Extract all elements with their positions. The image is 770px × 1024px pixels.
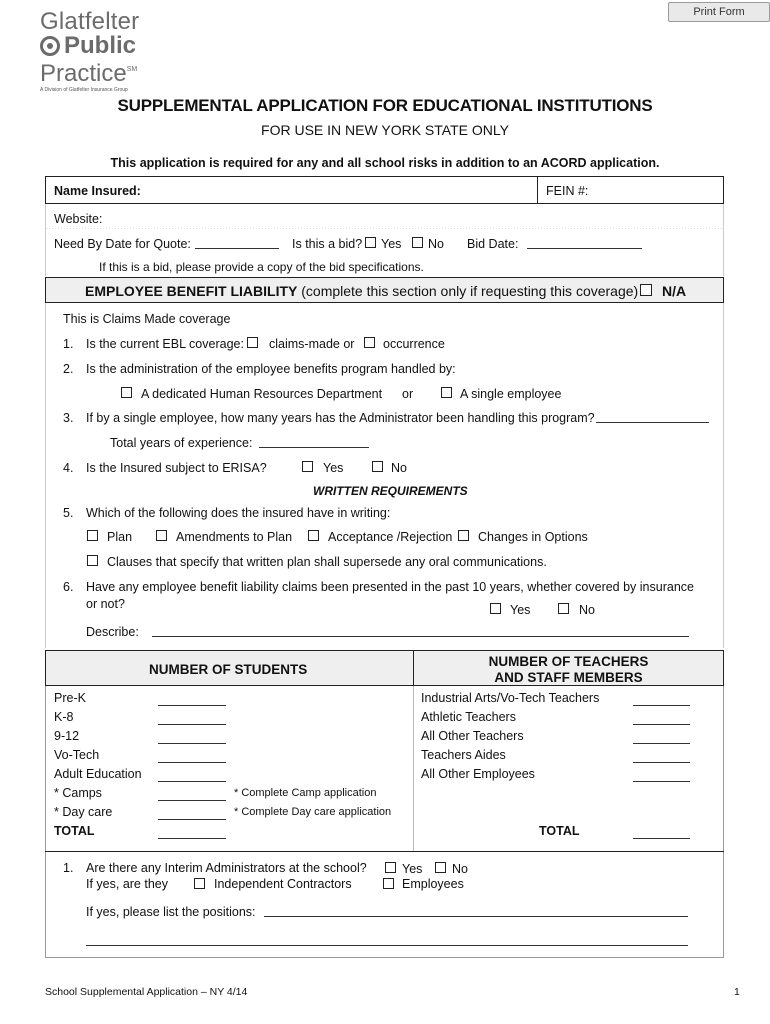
logo-sm: SM — [126, 66, 138, 73]
name-insured-label: Name Insured: — [54, 184, 141, 198]
counts-frame-left — [45, 686, 46, 852]
students-row-adult-ed: Adult Education — [54, 767, 142, 781]
students-row-daycare: * Day care — [54, 805, 113, 819]
ebl-frame-left — [45, 303, 46, 648]
q2-number: 2. — [63, 362, 74, 376]
teachers-other-employees-input[interactable] — [633, 769, 690, 782]
interim-q-text: Are there any Interim Administrators at the school? — [86, 861, 367, 875]
plan-checkbox[interactable] — [87, 530, 98, 541]
q6-text-line1: Have any employee benefit liability claims been presented in the past 10 years, whether covered by insurance — [86, 580, 694, 594]
q1-text: Is the current EBL coverage: — [86, 337, 244, 351]
students-row-camps: * Camps — [54, 786, 102, 800]
counts-bottom-border — [45, 851, 724, 852]
written-requirements-heading: WRITTEN REQUIREMENTS — [313, 484, 468, 498]
claims-made-label: claims-made or — [269, 337, 355, 351]
footer-form-id: School Supplemental Application – NY 4/14 — [45, 986, 248, 998]
describe-label: Describe: — [86, 625, 139, 639]
q3-total-input[interactable] — [259, 435, 369, 448]
hr-dept-label: A dedicated Human Resources Department — [141, 387, 383, 401]
ebl-frame-right — [723, 303, 724, 648]
independent-contractors-checkbox[interactable] — [194, 878, 205, 889]
need-by-input[interactable] — [195, 236, 279, 249]
positions-label: If yes, please list the positions: — [86, 905, 256, 919]
teachers-row-industrial: Industrial Arts/Vo-Tech Teachers — [421, 691, 600, 705]
website-input[interactable] — [108, 208, 718, 226]
q6-text-line2: or not? — [86, 597, 125, 611]
clauses-checkbox[interactable] — [87, 555, 98, 566]
students-prek-input[interactable] — [158, 693, 226, 706]
page-title: SUPPLEMENTAL APPLICATION FOR EDUCATIONAL INSTITUTIONS — [117, 96, 653, 115]
teachers-header-line1: NUMBER OF TEACHERS — [488, 654, 649, 669]
logo-line1: Glatfelter — [40, 8, 140, 35]
students-k8-input[interactable] — [158, 712, 226, 725]
students-adult-ed-input[interactable] — [158, 769, 226, 782]
interim-frame-left — [45, 852, 46, 958]
occurrence-label: occurrence — [383, 337, 445, 351]
camp-note: * Complete Camp application — [234, 787, 377, 799]
ebl-na-label: N/A — [662, 283, 687, 299]
students-header: NUMBER OF STUDENTS — [149, 662, 308, 677]
bid-date-input[interactable] — [527, 236, 642, 249]
employees-checkbox[interactable] — [383, 878, 394, 889]
q3-years-input[interactable] — [596, 410, 709, 423]
describe-input[interactable] — [152, 624, 689, 637]
teachers-header — [414, 654, 723, 686]
fein-input[interactable] — [592, 180, 720, 200]
interim-no-checkbox[interactable] — [435, 862, 446, 873]
single-employee-checkbox[interactable] — [441, 387, 452, 398]
logo-line3: Practice — [40, 60, 127, 87]
interim-no-label: No — [452, 862, 468, 876]
print-form-button[interactable]: Print Form — [668, 2, 770, 22]
interim-yes-label: Yes — [402, 862, 423, 876]
positions-input-line2[interactable] — [86, 933, 688, 946]
hr-dept-checkbox[interactable] — [121, 387, 132, 398]
ebl-header-note: (complete this section only if requesting this coverage) — [301, 283, 639, 299]
bid-no-checkbox[interactable] — [412, 237, 423, 248]
daycare-note: * Complete Day care application — [234, 806, 392, 818]
counts-divider — [413, 686, 414, 852]
interim-if-yes-label: If yes, are they — [86, 877, 168, 891]
students-row-prek: Pre-K — [54, 691, 86, 705]
frame-right — [723, 204, 724, 276]
bid-yes-checkbox[interactable] — [365, 237, 376, 248]
teachers-row-aides: Teachers Aides — [421, 748, 506, 762]
claims-made-checkbox[interactable] — [247, 337, 258, 348]
q6-no-checkbox[interactable] — [558, 603, 569, 614]
students-total-input[interactable] — [158, 826, 226, 839]
teachers-row-other-teachers: All Other Teachers — [421, 729, 524, 743]
clauses-label: Clauses that specify that written plan shall supersede any oral communications. — [107, 555, 547, 569]
employees-label: Employees — [402, 877, 464, 891]
frame-left — [45, 204, 46, 276]
teachers-total-label: TOTAL — [539, 824, 580, 838]
website-label: Website: — [54, 212, 103, 226]
single-employee-label: A single employee — [460, 387, 562, 401]
plan-label: Plan — [107, 530, 133, 544]
students-row-k8: K-8 — [54, 710, 74, 724]
teachers-row-other-employees: All Other Employees — [421, 767, 535, 781]
q6-no-label: No — [579, 603, 595, 617]
amendments-label: Amendments to Plan — [176, 530, 293, 544]
q3-total-label: Total years of experience: — [110, 436, 253, 450]
logo-tagline: A Division of Glatfelter Insurance Group — [40, 87, 128, 93]
interim-yes-checkbox[interactable] — [385, 862, 396, 873]
students-row-9-12: 9-12 — [54, 729, 80, 743]
ebl-header-title: EMPLOYEE BENEFIT LIABILITY — [85, 283, 298, 299]
is-bid-label: Is this a bid? — [292, 237, 363, 251]
q6-number: 6. — [63, 580, 74, 594]
teachers-total-input[interactable] — [633, 826, 690, 839]
erisa-yes-label: Yes — [323, 461, 344, 475]
bid-no-label: No — [428, 237, 444, 251]
q3-number: 3. — [63, 411, 74, 425]
amendments-checkbox[interactable] — [156, 530, 167, 541]
acceptance-label: Acceptance /Rejection — [328, 530, 453, 544]
teachers-other-input[interactable] — [633, 731, 690, 744]
teachers-aides-input[interactable] — [633, 750, 690, 763]
counts-frame-right — [723, 686, 724, 852]
q5-number: 5. — [63, 506, 74, 520]
glatfelter-logo — [40, 10, 150, 93]
teachers-header-line2: AND STAFF MEMBERS — [494, 670, 643, 685]
q6-yes-label: Yes — [510, 603, 531, 617]
need-by-label: Need By Date for Quote: — [54, 237, 191, 251]
students-9-12-input[interactable] — [158, 731, 226, 744]
q4-number: 4. — [63, 461, 74, 475]
name-insured-input[interactable] — [140, 180, 532, 200]
erisa-no-label: No — [391, 461, 407, 475]
logo-line2: Public — [64, 32, 137, 59]
interim-bottom-border — [45, 957, 724, 958]
footer-page-number: 1 — [734, 986, 740, 998]
changes-options-checkbox[interactable] — [458, 530, 469, 541]
q6-yes-checkbox[interactable] — [490, 603, 501, 614]
teachers-athletic-input[interactable] — [633, 712, 690, 725]
students-row-votech: Vo-Tech — [54, 748, 100, 762]
teachers-industrial-input[interactable] — [633, 693, 690, 706]
bid-yes-label: Yes — [381, 237, 402, 251]
bid-date-label: Bid Date: — [467, 237, 519, 251]
interim-q-number: 1. — [63, 861, 74, 875]
changes-options-label: Changes in Options — [478, 530, 588, 544]
ebl-header — [85, 283, 638, 299]
q2-text: Is the administration of the employee benefits program handled by: — [86, 362, 456, 376]
q2-or: or — [402, 387, 414, 401]
ebl-na-checkbox[interactable] — [640, 284, 652, 296]
independent-contractors-label: Independent Contractors — [214, 877, 352, 891]
website-separator — [46, 228, 723, 229]
q3-text: If by a single employee, how many years has the Administrator been handling this program? — [86, 411, 595, 425]
teachers-row-athletic: Athletic Teachers — [421, 710, 516, 724]
q4-text: Is the Insured subject to ERISA? — [86, 461, 267, 475]
q5-text: Which of the following does the insured have in writing: — [86, 506, 391, 520]
fein-label: FEIN #: — [546, 184, 589, 198]
interim-frame-right — [723, 852, 724, 958]
students-camps-input[interactable] — [158, 788, 226, 801]
occurrence-checkbox[interactable] — [364, 337, 375, 348]
claims-made-note: This is Claims Made coverage — [63, 312, 231, 326]
students-total-label: TOTAL — [54, 824, 95, 838]
students-daycare-input[interactable] — [158, 807, 226, 820]
page-subtitle: FOR USE IN NEW YORK STATE ONLY — [261, 122, 509, 138]
acceptance-checkbox[interactable] — [308, 530, 319, 541]
erisa-no-checkbox[interactable] — [372, 461, 383, 472]
fein-divider — [537, 176, 538, 204]
q1-number: 1. — [63, 337, 74, 351]
students-votech-input[interactable] — [158, 750, 226, 763]
erisa-yes-checkbox[interactable] — [302, 461, 313, 472]
acord-notice: This application is required for any and all school risks in addition to an ACORD application. — [110, 156, 660, 170]
logo-mark-icon — [40, 36, 60, 56]
bid-note: If this is a bid, please provide a copy of the bid specifications. — [99, 260, 424, 274]
positions-input-line1[interactable] — [264, 904, 688, 917]
